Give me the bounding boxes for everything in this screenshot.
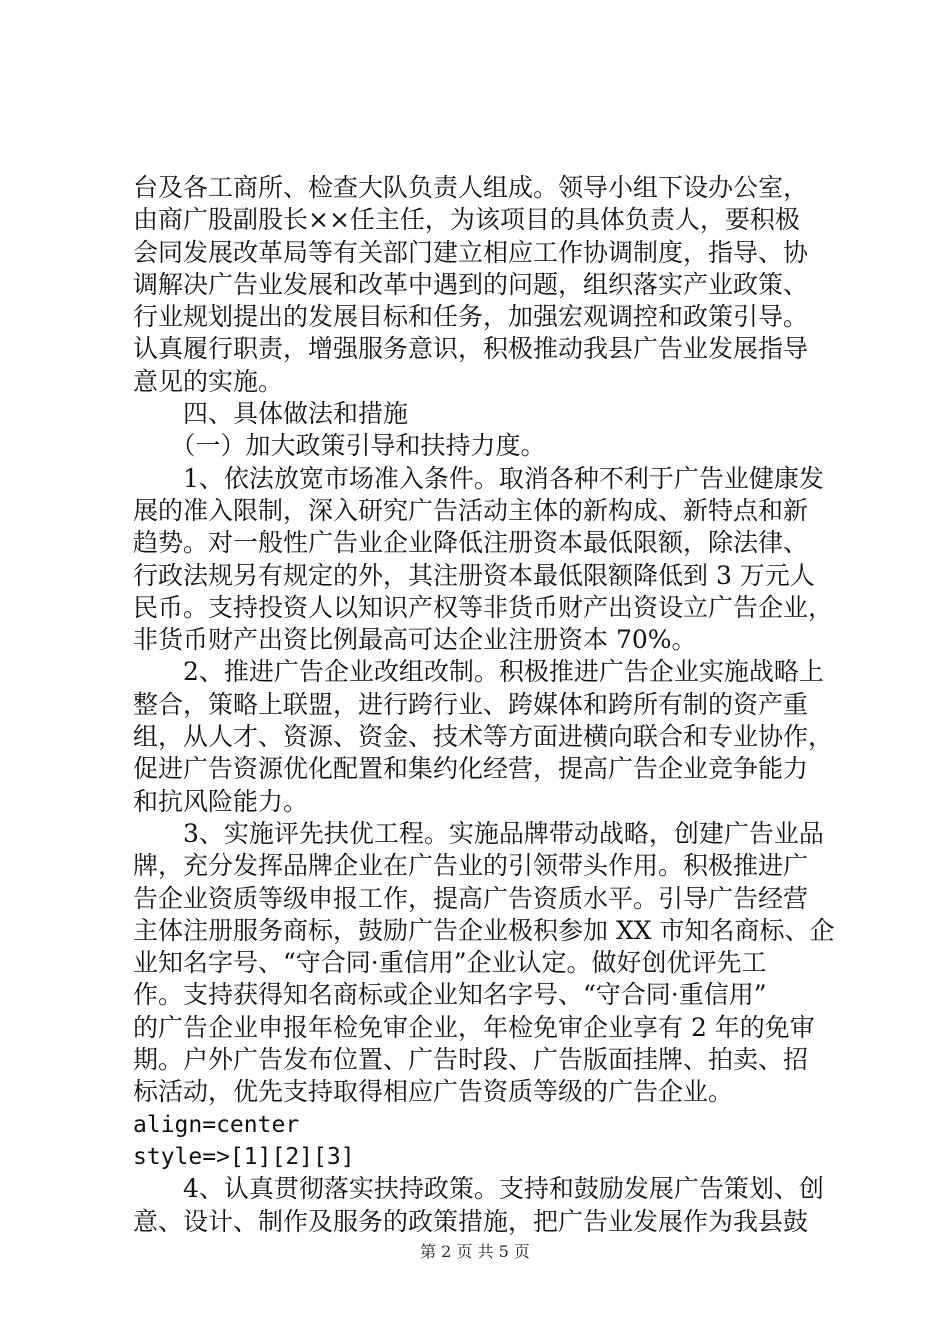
text-line: 行政法规另有规定的外，其注册资本最低限额降低到 3 万元人 (133, 560, 815, 590)
text-line: 作。支持获得知名商标或企业知名字号、“守合同·重信用” (133, 980, 767, 1010)
text-line: 展的准入限制，深入研究广告活动主体的新构成、新特点和新 (133, 495, 809, 525)
text-line: 趋势。对一般性广告业企业降低注册资本最低限额，除法律、 (133, 528, 809, 558)
text-line: 行业规划提出的发展目标和任务，加强宏观调控和政策引导。 (133, 302, 809, 332)
text-line: 会同发展改革局等有关部门建立相应工作协调制度，指导、协 (133, 237, 809, 267)
text-line: 由商广股副股长××任主任，为该项目的具体负责人，要积极 (133, 205, 800, 235)
text-line: 意见的实施。 (133, 366, 284, 396)
section-heading: 四、具体做法和措施 (133, 399, 409, 429)
text-line: 2、推进广告企业改组改制。积极推进广告企业实施战略上 (133, 657, 824, 687)
page-number-footer: 第 2 页 共 5 页 (420, 1242, 530, 1261)
text-line: 主体注册服务商标，鼓励广告企业极积参加 XX 市知名商标、企 (133, 915, 835, 945)
body-text (133, 172, 833, 1238)
text-line: 民币。支持投资人以知识产权等非货币财产出资设立广告企业， (133, 592, 834, 622)
text-line: 4、认真贯彻落实扶持政策。支持和鼓励发展广告策划、创 (133, 1174, 824, 1204)
subsection-heading: （一）加大政策引导和扶持力度。 (133, 431, 546, 461)
text-line: 期。户外广告发布位置、广告时段、广告版面挂牌、拍卖、招 (133, 1045, 809, 1075)
text-line: 牌，充分发挥品牌企业在广告业的引领带头作用。积极推进广 (133, 851, 809, 881)
text-line: 非货币财产出资比例最高可达企业注册资本 70%。 (133, 625, 697, 655)
text-line: 认真履行职责，增强服务意识，积极推动我县广告业发展指导 (133, 334, 809, 364)
text-line: 促进广告资源优化配置和集约化经营，提高广告企业竞争能力 (133, 754, 809, 784)
text-line: 业知名字号、“守合同·重信用”企业认定。做好创优评先工 (133, 948, 767, 978)
text-line: 台及各工商所、检查大队负责人组成。领导小组下设办公室， (133, 173, 809, 202)
text-line: 3、实施评先扶优工程。实施品牌带动战略，创建广告业品 (133, 818, 824, 848)
text-line: 告企业资质等级申报工作，提高广告资质水平。引导广告经营 (133, 883, 809, 913)
text-line: 组，从人才、资源、资金、技术等方面进横向联合和专业协作， (133, 722, 834, 752)
stray-markup-line: style=>[1][2][3] (133, 1143, 355, 1170)
text-line: 1、依法放宽市场准入条件。取消各种不利于广告业健康发 (133, 463, 824, 493)
text-line: 整合，策略上联盟，进行跨行业、跨媒体和跨所有制的资产重 (133, 689, 809, 719)
text-line: 意、设计、制作及服务的政策措施，把广告业发展作为我县鼓 (133, 1206, 809, 1236)
text-line: 和抗风险能力。 (133, 786, 309, 816)
text-line: 调解决广告业发展和改革中遇到的问题，组织落实产业政策、 (133, 269, 809, 299)
text-line: 标活动，优先支持取得相应广告资质等级的广告企业。 (133, 1077, 734, 1107)
stray-markup-line: align=center (133, 1111, 300, 1138)
text-line: 的广告企业申报年检免审企业，年检免审企业享有 2 年的免审 (133, 1012, 815, 1042)
